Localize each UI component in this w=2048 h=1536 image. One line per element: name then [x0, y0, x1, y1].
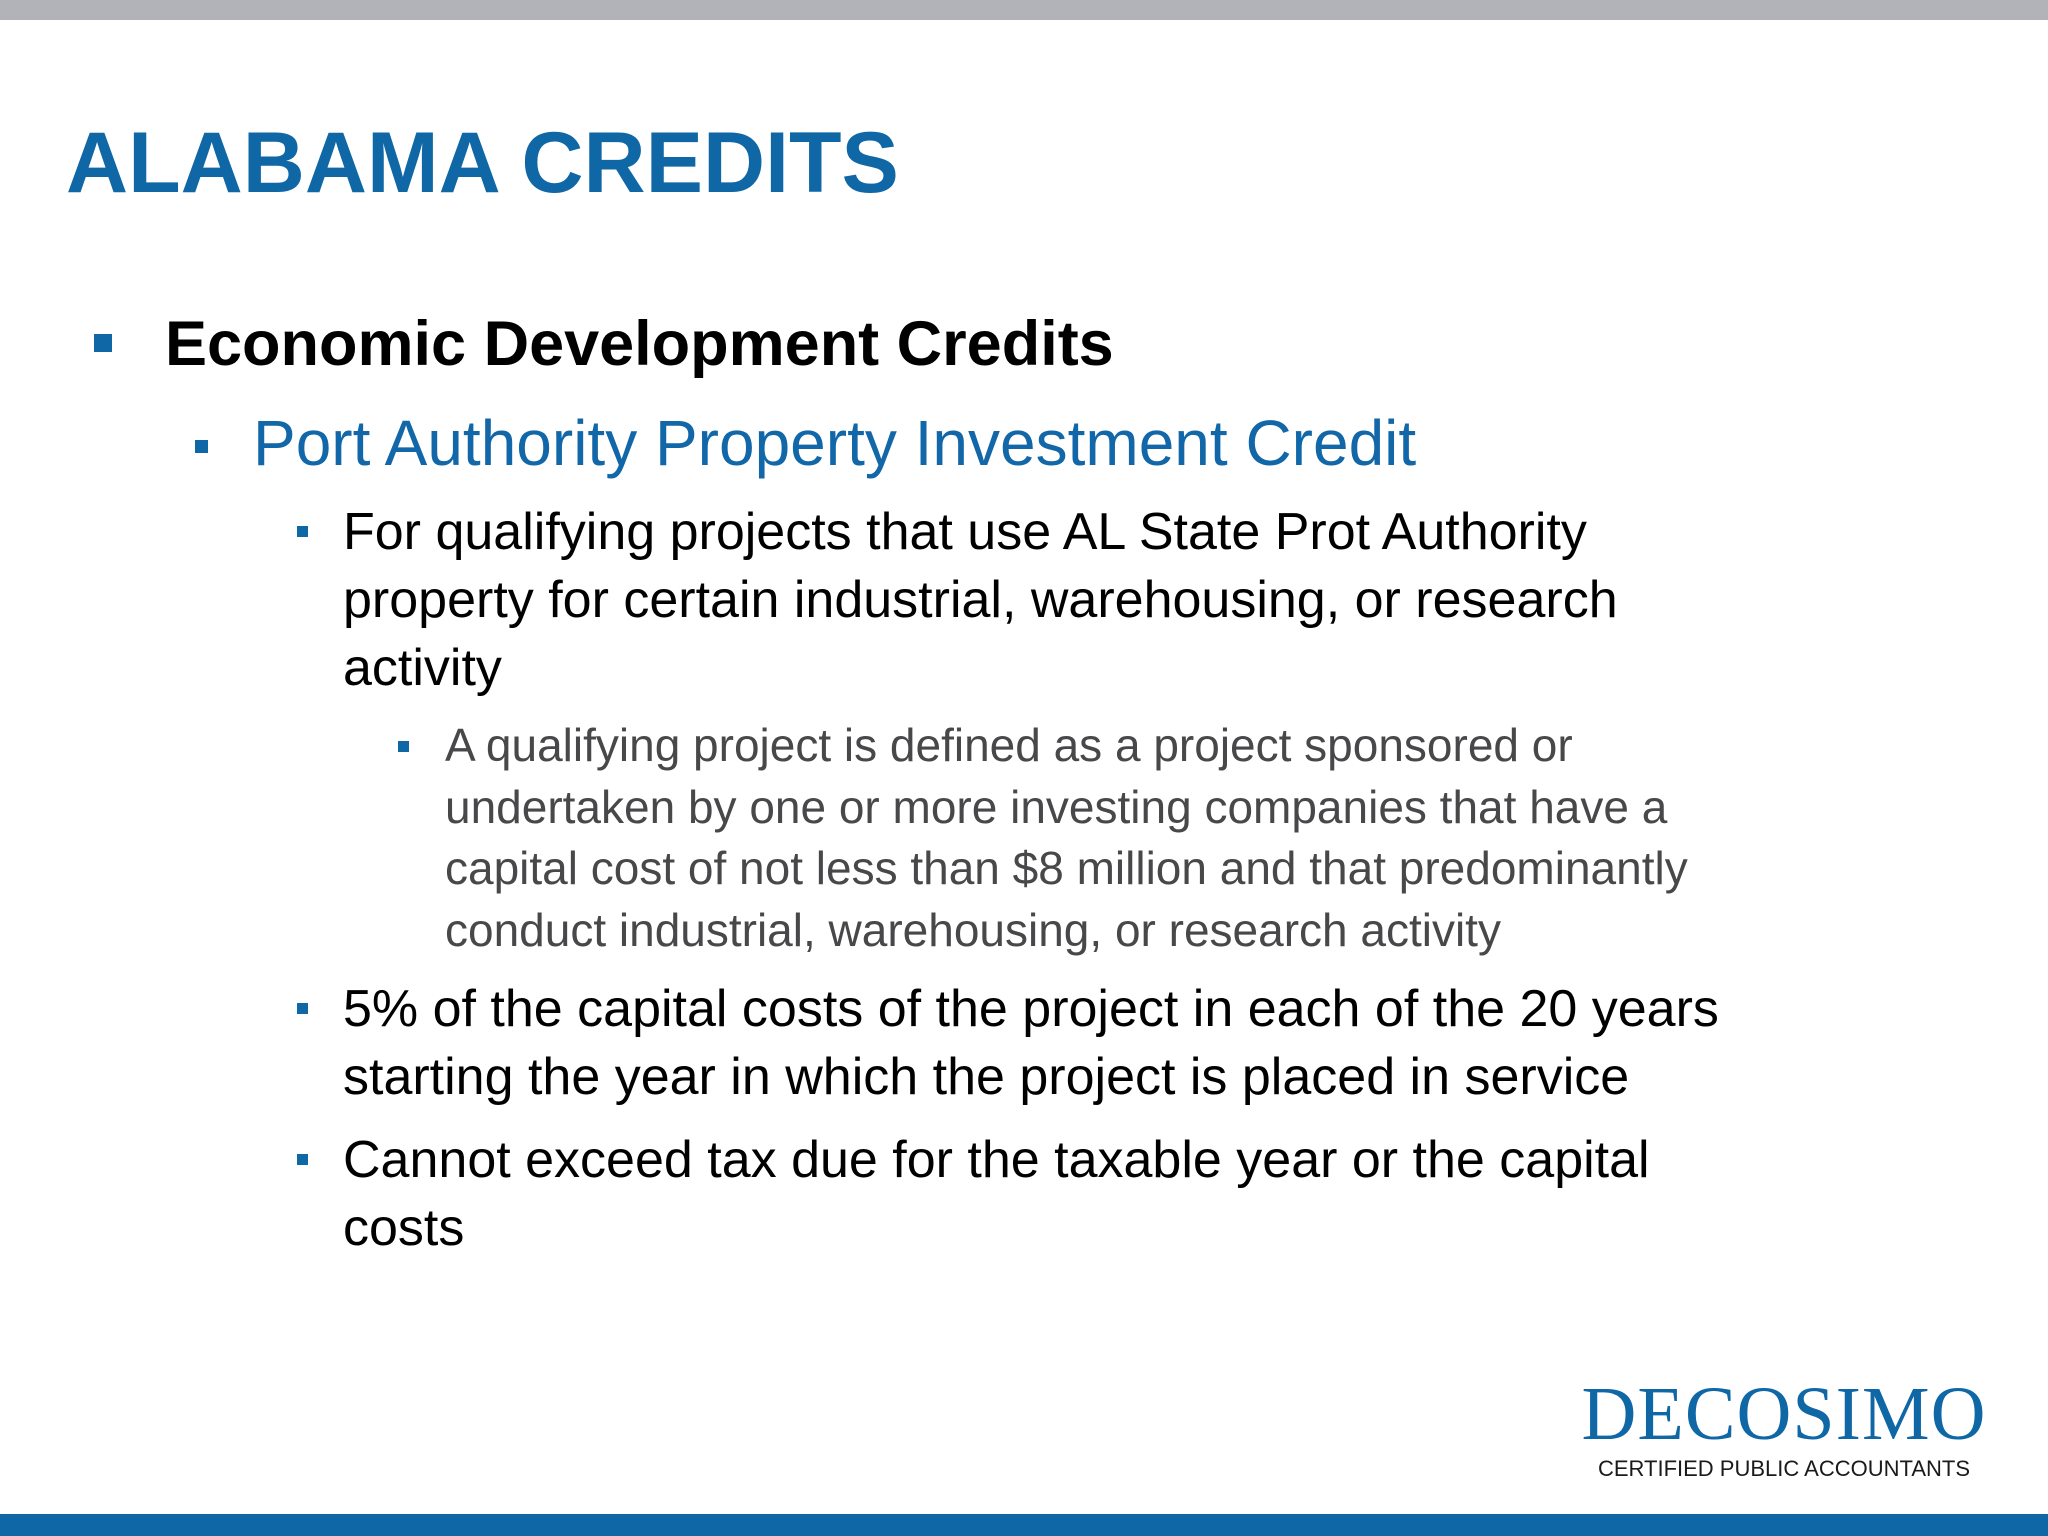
- bullet-text-line: 5% of the capital costs of the project in each of the 20 years: [343, 980, 1719, 1038]
- bullet-level3-cannot-exceed: [297, 1126, 1650, 1262]
- square-bullet-icon: [94, 334, 112, 352]
- bullet-level3-capital-costs: [297, 975, 1719, 1111]
- square-bullet-icon: [195, 440, 208, 453]
- bullet-text-line: costs: [343, 1199, 465, 1257]
- bottom-accent-bar: [0, 1514, 2048, 1536]
- bullet-level4-qualifying-definition: [398, 715, 1688, 961]
- square-bullet-icon: [297, 1154, 308, 1165]
- bullet-text-line: undertaken by one or more investing companies that have a: [445, 780, 1668, 833]
- bullet-level3-qualifying-projects: [297, 498, 1618, 702]
- bullet-level2-text: Port Authority Property Investment Credit: [253, 407, 1417, 479]
- bullet-text-line: Cannot exceed tax due for the taxable year or the capital: [343, 1131, 1650, 1189]
- square-bullet-icon: [297, 1003, 308, 1014]
- bullet-text-line: activity: [343, 639, 502, 697]
- bullet-text-line: A qualifying project is defined as a project sponsored or: [445, 719, 1573, 771]
- bullet-text-line: capital cost of not less than $8 million and that predominantly: [445, 842, 1688, 894]
- square-bullet-icon: [398, 741, 409, 752]
- bullet-level2-port-authority: [195, 404, 1416, 482]
- logo-name: DECOSIMO: [1581, 1372, 1987, 1456]
- square-bullet-icon: [297, 526, 308, 537]
- bullet-level1-economic-development: [94, 307, 1114, 381]
- bullet-text-line: starting the year in which the project is placed in service: [343, 1048, 1630, 1106]
- bullet-text-line: For qualifying projects that use AL State Prot Authority: [343, 503, 1587, 561]
- top-accent-bar: [0, 0, 2048, 20]
- bullet-text-line: conduct industrial, warehousing, or research activity: [445, 903, 1501, 956]
- company-logo: [1574, 1372, 1994, 1482]
- bullet-text-line: property for certain industrial, warehousing, or research: [343, 571, 1618, 629]
- slide-title: ALABAMA CREDITS: [66, 115, 899, 211]
- bullet-level1-text: Economic Development Credits: [165, 309, 1114, 379]
- logo-tagline: CERTIFIED PUBLIC ACCOUNTANTS: [1597, 1456, 1970, 1481]
